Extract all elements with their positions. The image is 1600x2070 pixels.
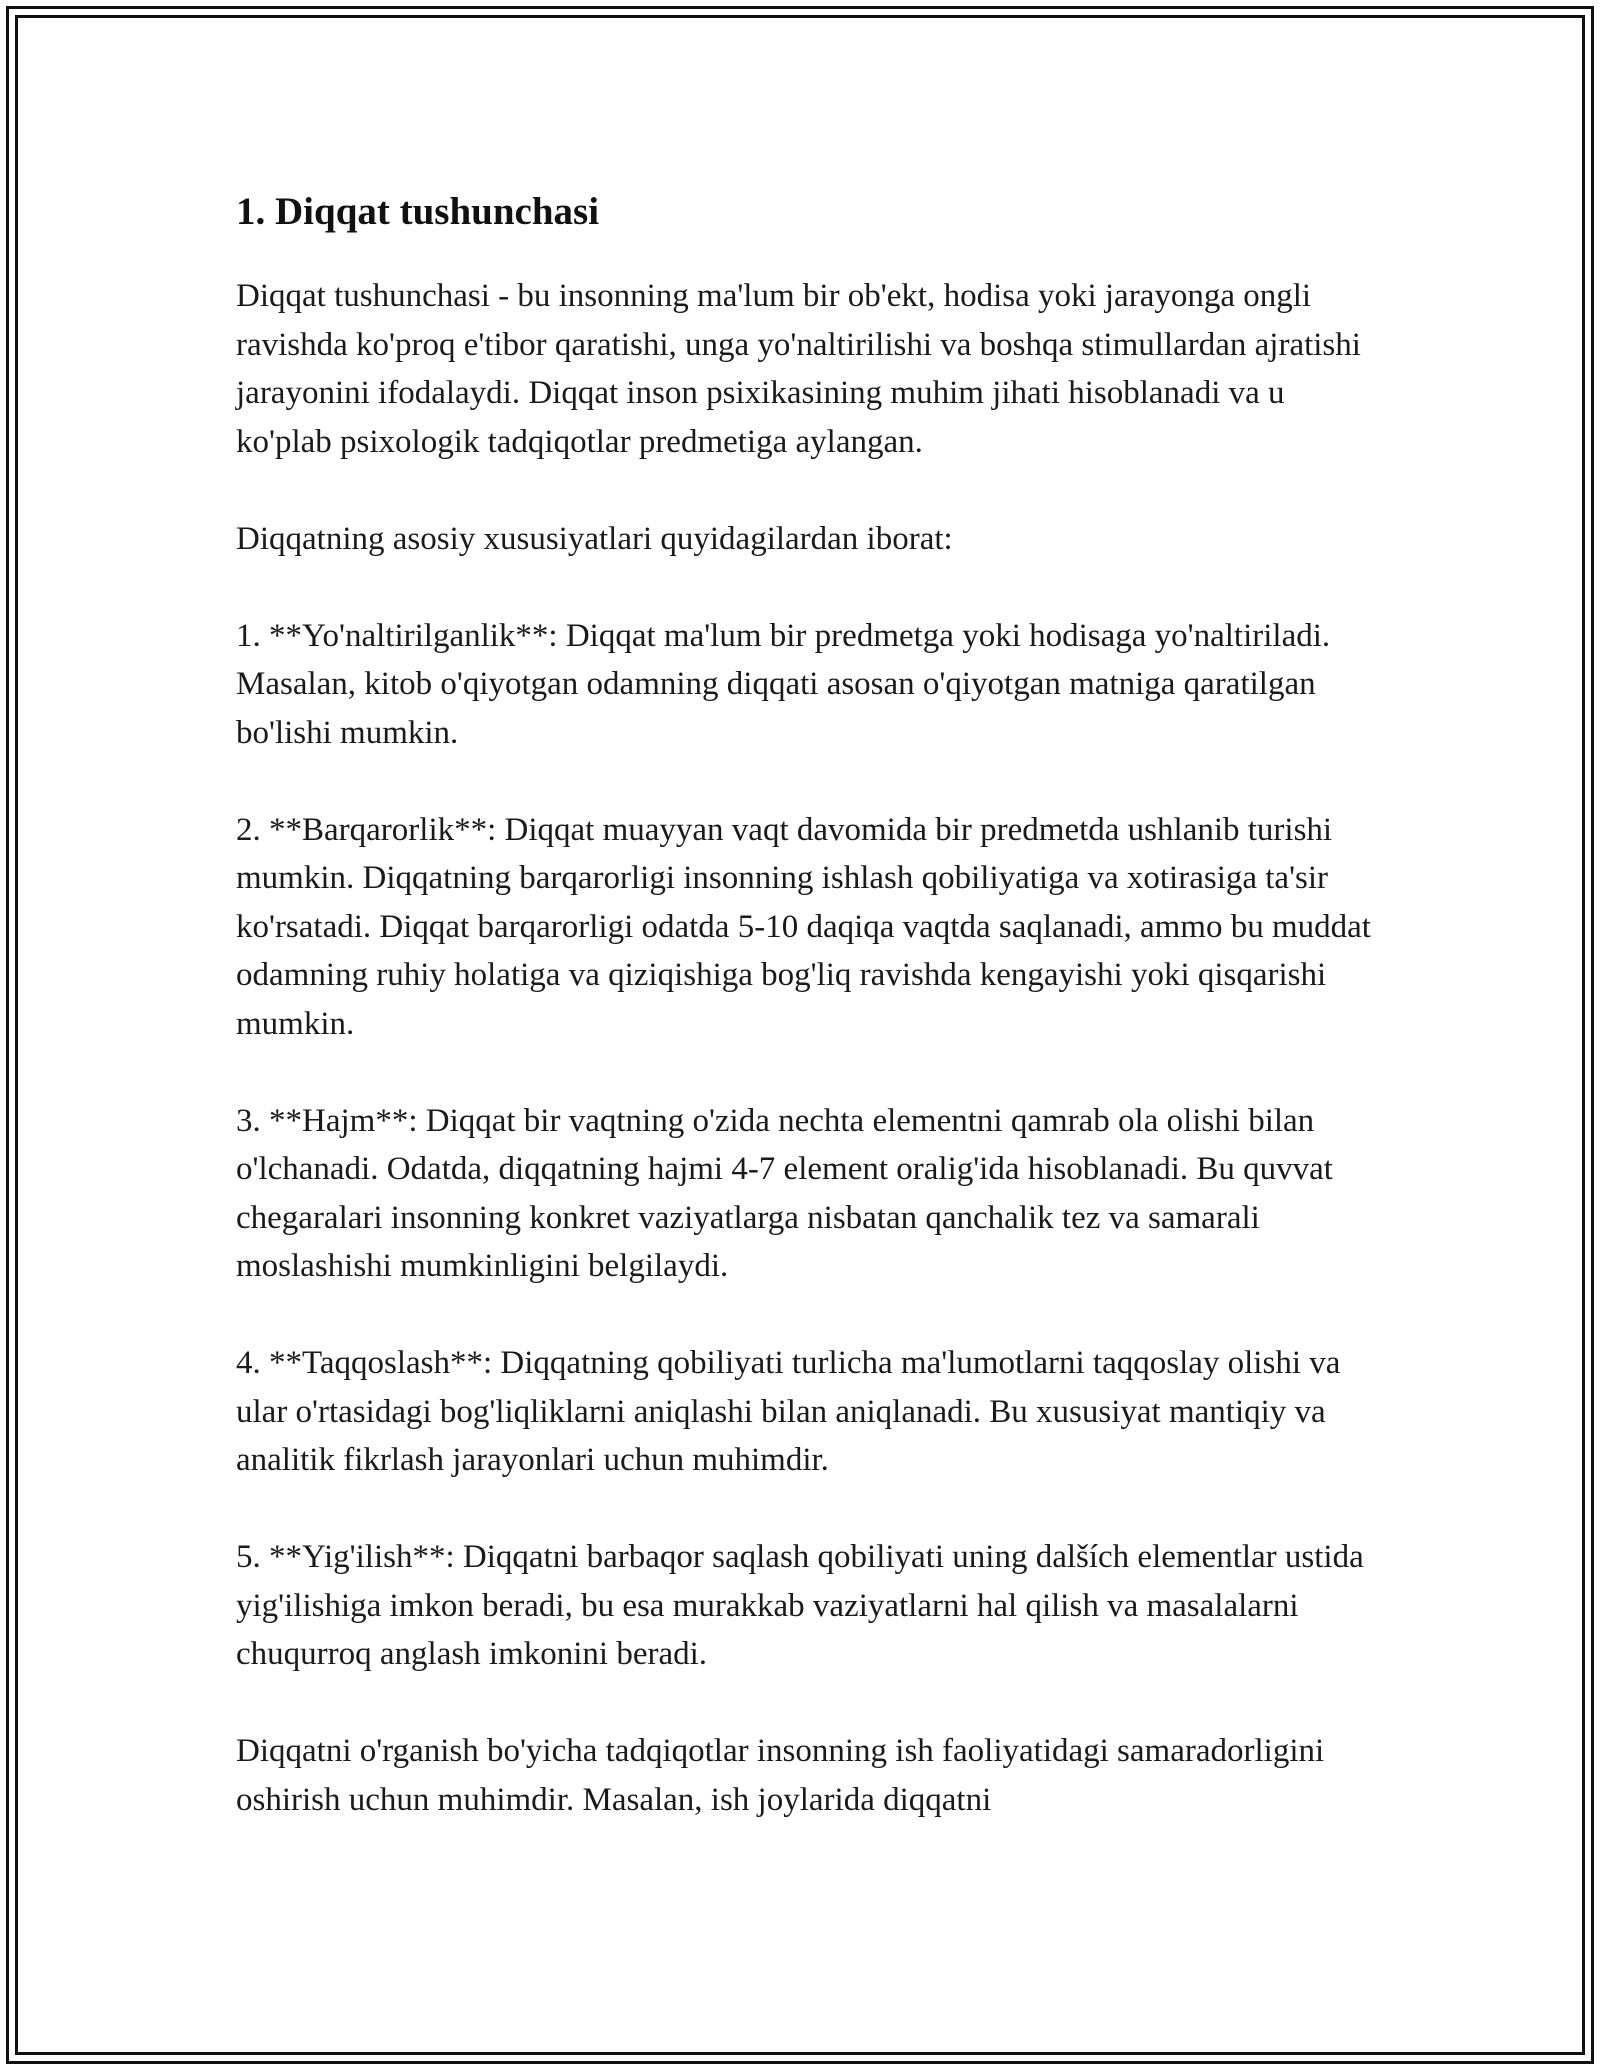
document-body [236,186,1376,1873]
paragraph-item-3: 3. **Hajm**: Diqqat bir vaqtning o'zida nechta elementni qamrab ola olishi bilan o'lchanadi. Odatda, diqqatning hajmi 4-7 element oralig'ida hisoblanadi. Bu quvvat chegaralari insonning konkret vaziyatlarga nisbatan qanchalik tez va samarali moslashishi mumkinligini belgilaydi. [236,1102,1333,1284]
paragraph-item-1: 1. **Yo'naltirilganlik**: Diqqat ma'lum bir predmetga yoki hodisaga yo'naltiriladi. Masalan, kitob o'qiyotgan odamning diqqati asosan o'qiyotgan matniga qaratilgan bo'lishi mumkin. [236,617,1331,751]
paragraph-intro-list: Diqqatning asosiy xususiyatlari quyidagilardan iborat: [236,520,953,557]
paragraph-definition: Diqqat tushunchasi - bu insonning ma'lum bir ob'ekt, hodisa yoki jarayonga ongli ravishda ko'proq e'tibor qaratishi, unga yo'naltirilishi va boshqa stimullardan ajratishi jarayonini ifodalaydi. Diqqat inson psixikasining muhim jihati hisoblanadi va u ko'plab psixologik tadqiqotlar predmetiga aylangan. [236,278,1361,460]
paragraph-item-4: 4. **Taqqoslash**: Diqqatning qobiliyati turlicha ma'lumotlarni taqqoslay olishi va ular o'rtasidagi bog'liqliklarni aniqlashi bilan aniqlanadi. Bu xususiyat mantiqiy va analitik fikrlash jarayonlari uchun muhimdir. [236,1345,1341,1478]
section-heading: 1. Diqqat tushunchasi [236,190,600,233]
paragraph-item-5: 5. **Yig'ilish**: Diqqatni barbaqor saqlash qobiliyati uning dalších elementlar ustida yig'ilishiga imkon beradi, bu esa murakkab vaziyatlarni hal qilish va masalalarni chuqurroq anglash imkonini beradi. [236,1539,1364,1672]
paragraph-item-2: 2. **Barqarorlik**: Diqqat muayyan vaqt davomida bir predmetda ushlanib turishi mumkin. Diqqatning barqarorligi insonning ishlash qobiliyatiga va xotirasiga ta'sir ko'rsatadi. Diqqat barqarorligi odatda 5-10 daqiqa vaqtda saqlanadi, ammo bu muddat odamning ruhiy holatiga va qiziqishiga bog'liq ravishda kengayishi yoki qisqarishi mumkin. [236,811,1371,1042]
paragraph-conclusion: Diqqatni o'rganish bo'yicha tadqiqotlar insonning ish faoliyatidagi samaradorligini oshirish uchun muhimdir. Masalan, ish joylarida diqqatni [236,1733,1325,1818]
